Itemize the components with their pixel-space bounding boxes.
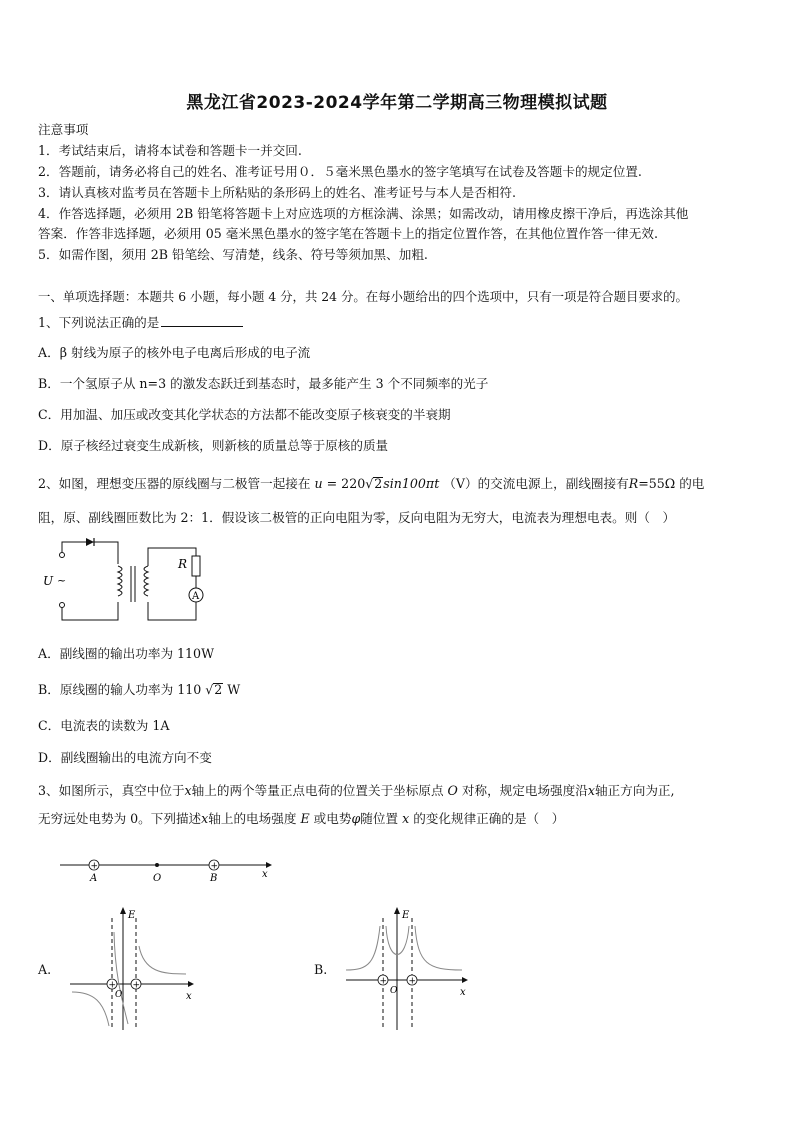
q3-text-6: 轴上的电场强度 <box>208 811 297 826</box>
q3-x-2: x <box>587 783 595 798</box>
label-u: U <box>43 574 54 588</box>
notice-item-4-cont: 答案．作答非选择题，必须用 05 毫米黑色墨水的签字笔在答题卡上的指定位置作答，在其他位置作答一律无效. <box>38 226 658 241</box>
q2-stem-text: 2、如图，理想变压器的原线圈与二极管一起接在 <box>38 476 311 491</box>
label-tilde: ~ <box>57 574 67 587</box>
q2-formula: u = 220√2sin100πt <box>314 476 440 491</box>
q3-x-1: x <box>184 783 192 798</box>
q3-stem-line2 <box>38 811 564 827</box>
notice-item-5: 5．如需作图，须用 2B 铅笔绘、写清楚，线条、符号等须加黑、加粗. <box>38 247 428 262</box>
graph-b-o-label: O <box>390 986 398 996</box>
graph-a-charge-left: + <box>108 980 117 991</box>
q1-option-c: C．用加温、加压或改变其化学状态的方法都不能改变原子核衰变的半衰期 <box>38 407 451 422</box>
page-title: 黑龙江省2023-2024学年第二学期高三物理模拟试题 <box>186 93 608 113</box>
q3-text-9: 的变化规律正确的是（ ） <box>413 811 565 826</box>
q3-option-b-label: B. <box>314 962 328 977</box>
notice-item-3: 3．请认真核对监考员在答题卡上所粘贴的条形码上的姓名、准考证号与本人是否相符. <box>38 185 516 200</box>
q2-stem-text-c: =55Ω 的电 <box>638 476 705 491</box>
q2-option-b-root: 2 <box>214 682 223 697</box>
q1-option-b: B．一个氢原子从 n=3 的激发态跃迁到基态时，最多能产生 3 个不同频率的光子 <box>38 376 489 391</box>
formula-eq: = 220 <box>322 476 366 491</box>
option-b-graph <box>342 904 472 1034</box>
q3-text-5: 无穷远处电势为 0。下列描述 <box>38 811 202 826</box>
x-axis-label: x <box>262 869 268 880</box>
formula-sin: sin100πt <box>383 476 440 491</box>
q3-text-3: 对称，规定电场强度沿 <box>461 783 588 798</box>
notice-item-4: 4．作答选择题，必须用 2B 铅笔将答题卡上对应选项的方框涂满、涂黑；如需改动，请用橡皮擦干净后，再选涂其他 <box>38 206 689 221</box>
charge-axis-figure <box>56 852 286 884</box>
point-o-label: O <box>153 873 162 884</box>
graph-a-o-label: O <box>115 990 123 1000</box>
q2-option-b: B．原线圈的输人功率为 110 √2 W <box>38 682 241 697</box>
q1-stem <box>38 314 243 331</box>
q3-text-7: 或电势 <box>313 811 352 826</box>
graph-a-charge-right: + <box>132 980 141 991</box>
q2-stem-text-b: （V）的交流电源上，副线圈接有 <box>443 476 629 491</box>
point-b-label: B <box>210 873 218 884</box>
q3-text-8: 随位置 <box>360 811 399 826</box>
charge-a-plus: + <box>90 861 99 872</box>
q3-o: O <box>447 783 458 798</box>
q2-r-symbol: R <box>628 476 639 491</box>
graph-a-x-label: x <box>186 991 192 1002</box>
q3-x-3: x <box>201 811 209 826</box>
q2-option-a: A．副线圈的输出功率为 110W <box>38 646 215 661</box>
graph-b-charge-right: + <box>408 976 417 987</box>
q1-stem-text: 1、下列说法正确的是 <box>38 315 160 330</box>
transformer-circuit-diagram <box>36 536 216 632</box>
q3-text-1: 3、如图所示，真空中位于 <box>38 783 185 798</box>
q3-e: E <box>300 811 310 826</box>
formula-u: u <box>314 476 323 491</box>
charge-b-plus: + <box>210 861 219 872</box>
q3-text-2: 轴上的两个等量正点电荷的位置关于坐标原点 <box>191 783 444 798</box>
q2-option-b-unit: W <box>227 682 241 697</box>
q3-phi: φ <box>351 811 361 826</box>
q2-stem-line1 <box>38 476 704 492</box>
q2-option-b-text: B．原线圈的输人功率为 110 <box>38 682 202 697</box>
q2-option-d: D．副线圈输出的电流方向不变 <box>38 750 212 765</box>
label-r: R <box>178 557 188 571</box>
q3-option-a-label: A. <box>38 962 52 977</box>
ammeter-label: A <box>192 591 200 602</box>
q2-stem-line2: 阻，原、副线圈匝数比为 2：1．假设该二极管的正向电阻为零，反向电阻为无穷大，电流表为理想电表。则（ ） <box>38 510 676 525</box>
notice-item-2: 2．答题前，请务必将自己的姓名、准考证号用０．５毫米黑色墨水的签字笔填写在试卷及答题卡的规定位置. <box>38 164 642 179</box>
graph-b-x-label: x <box>460 987 466 998</box>
q1-option-a: A．β 射线为原子的核外电子电离后形成的电子流 <box>38 345 311 360</box>
formula-root: 2 <box>374 476 383 491</box>
q3-x-4: x <box>402 811 410 826</box>
graph-a-e-label: E <box>128 910 136 921</box>
option-a-graph <box>66 904 196 1034</box>
q3-text-4: 轴正方向为正, <box>594 783 675 798</box>
notice-item-1: 1．考试结束后，请将本试卷和答题卡一并交回. <box>38 143 302 158</box>
graph-b-charge-left: + <box>379 976 388 987</box>
answer-blank <box>161 314 243 327</box>
section-heading: 一、单项选择题：本题共 6 小题，每小题 4 分，共 24 分。在每小题给出的四个选项中，只有一项是符合题目要求的。 <box>38 289 688 304</box>
q3-stem-line1 <box>38 783 675 799</box>
notice-heading: 注意事项 <box>38 122 89 137</box>
q1-option-d: D．原子核经过衰变生成新核，则新核的质量总等于原核的质量 <box>38 438 389 453</box>
q2-option-c: C．电流表的读数为 1A <box>38 718 170 733</box>
point-a-label: A <box>90 873 98 884</box>
graph-b-e-label: E <box>402 910 410 921</box>
